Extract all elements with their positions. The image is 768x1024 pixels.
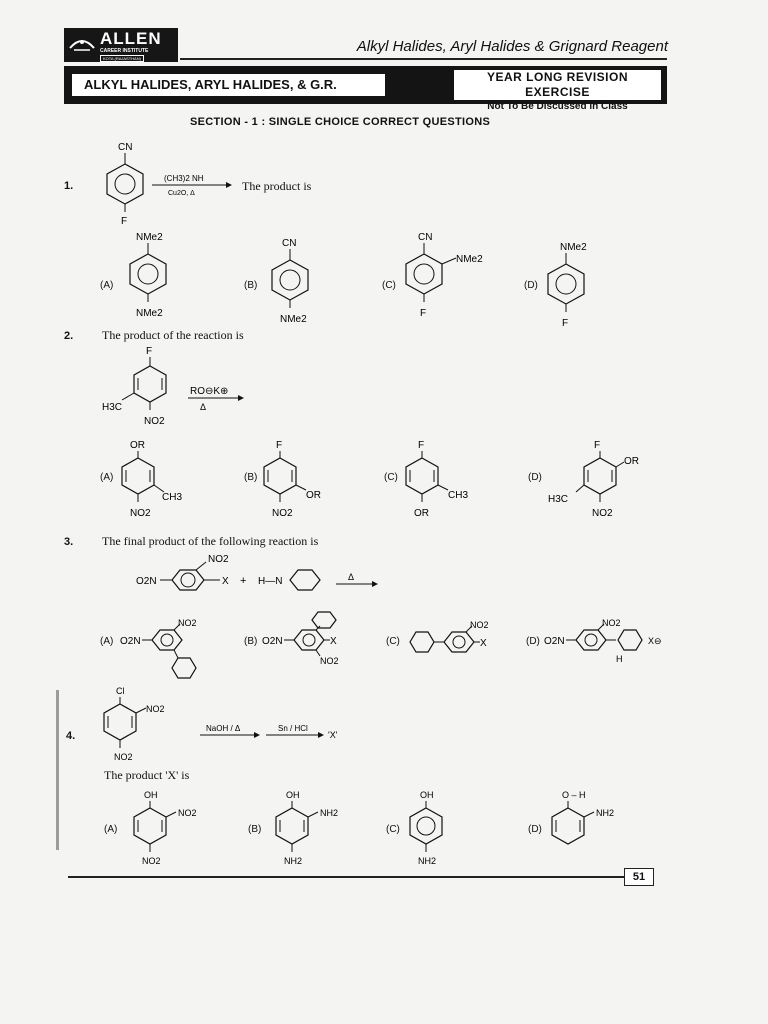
q3-a-left: O2N <box>120 636 141 647</box>
banner-exercise-box <box>454 70 661 112</box>
logo-brand: ALLEN <box>100 29 162 48</box>
q3-option-d-label[interactable]: (D) <box>526 636 540 647</box>
q3-d-top: NO2 <box>602 618 621 628</box>
q1-option-a-label[interactable]: (A) <box>100 280 114 291</box>
q1-c-top: CN <box>418 232 433 243</box>
q1-option-d-label[interactable]: (D) <box>524 280 538 291</box>
q2-d-bottom: NO2 <box>592 508 613 519</box>
q2-b-side: OR <box>306 490 321 501</box>
q4-d-side: NH2 <box>596 808 615 818</box>
q3-reactant-right: X <box>222 576 229 587</box>
question-number-2: 2. <box>64 330 74 342</box>
q1-reagent-top: (CH3)2 NH <box>164 174 204 183</box>
q4-option-d-label[interactable]: (D) <box>528 824 542 835</box>
q2-d-top: F <box>594 440 601 451</box>
q4-a-side: NO2 <box>178 808 197 818</box>
q2-a-bottom: NO2 <box>130 508 151 519</box>
section-title: SECTION - 1 : SINGLE CHOICE CORRECT QUESTIONS <box>190 116 491 128</box>
q1-option-c-label[interactable]: (C) <box>382 280 396 291</box>
q3-option-a-label[interactable]: (A) <box>100 636 114 647</box>
q1-c-bottom: F <box>420 308 427 319</box>
q4-text: The product 'X' is <box>104 768 190 782</box>
q2-option-c-label[interactable]: (C) <box>384 472 398 483</box>
q1-b-top: CN <box>282 238 297 249</box>
q4-c-top: OH <box>420 790 434 800</box>
q2-reactant-left: H3C <box>102 402 123 413</box>
q2-option-a-structure[interactable] <box>110 436 200 522</box>
q2-reaction-arrow <box>186 380 246 414</box>
q2-option-b-label[interactable]: (B) <box>244 472 258 483</box>
q3-plus: + <box>240 575 247 587</box>
q3-reagent-top: Δ <box>348 572 355 582</box>
q1-reactant-bottom: F <box>121 216 128 227</box>
q3-a-top: NO2 <box>178 618 197 628</box>
q3-c-right: X <box>480 638 487 649</box>
q1-option-d-structure[interactable] <box>540 238 600 332</box>
q2-reagent-bottom: Δ <box>200 402 207 412</box>
q1-a-top: NMe2 <box>136 232 163 243</box>
q3-reactant-top: NO2 <box>208 554 229 565</box>
q3-d-charge: X⊖ <box>648 636 662 646</box>
q4-product: 'X' <box>328 730 338 740</box>
header-rule <box>180 58 667 60</box>
q1-reactant-top: CN <box>118 142 133 153</box>
q4-a-top: OH <box>144 790 158 800</box>
q1-text: The product is <box>242 179 312 193</box>
q4-option-a-structure[interactable] <box>124 788 214 868</box>
q4-c-bottom: NH2 <box>418 856 437 866</box>
q4-reactant-top: Cl <box>116 686 125 696</box>
q3-option-c-label[interactable]: (C) <box>386 636 400 647</box>
q4-option-b-structure[interactable] <box>266 788 356 868</box>
q2-d-left: H3C <box>548 494 569 505</box>
q2-option-a-label[interactable]: (A) <box>100 472 114 483</box>
q3-b-left: O2N <box>262 636 283 647</box>
q2-option-b-structure[interactable] <box>256 436 352 522</box>
allen-logo <box>64 28 178 62</box>
q2-option-c-structure[interactable] <box>398 436 488 522</box>
logo-emblem-icon <box>68 32 96 56</box>
q2-text: The product of the reaction is <box>102 328 244 342</box>
q3-amine: H—N <box>258 576 283 587</box>
question-number-1: 1. <box>64 180 74 192</box>
q1-d-top: NMe2 <box>560 242 587 253</box>
q1-reagent-bottom: Cu2O, Δ <box>168 190 195 197</box>
q2-reactant-structure <box>100 342 190 432</box>
q2-option-d-structure[interactable] <box>546 436 650 522</box>
q3-text: The final product of the following reaction is <box>102 534 319 548</box>
q3-c-top: NO2 <box>470 620 489 630</box>
q3-reactant-left: O2N <box>136 576 157 587</box>
banner-topic: ALKYL HALIDES, ARYL HALIDES, & G.R. <box>72 74 385 96</box>
q3-d-h: H <box>616 654 623 664</box>
q4-option-c-structure[interactable] <box>402 788 462 868</box>
side-copyright-strip <box>52 690 64 850</box>
q1-reaction-arrow <box>150 172 234 198</box>
q3-d-left: O2N <box>544 636 565 647</box>
q2-reactant-bottom: NO2 <box>144 416 165 427</box>
q4-step2: Sn / HCl <box>278 724 308 733</box>
question-number-4: 4. <box>66 730 76 742</box>
q1-option-a-structure[interactable] <box>112 228 182 322</box>
q1-c-side: NMe2 <box>456 254 483 265</box>
q4-b-side: NH2 <box>320 808 339 818</box>
footer-rule <box>68 876 624 878</box>
q4-a-bottom: NO2 <box>142 856 161 866</box>
page-number: 51 <box>624 868 654 886</box>
q1-option-b-label[interactable]: (B) <box>244 280 258 291</box>
banner-exercise-title: YEAR LONG REVISION EXERCISE <box>486 70 629 99</box>
q2-a-side: CH3 <box>162 492 183 503</box>
logo-subtitle: CAREER INSTITUTE <box>100 48 149 54</box>
q4-option-b-label[interactable]: (B) <box>248 824 262 835</box>
q2-b-bottom: NO2 <box>272 508 293 519</box>
q1-reactant-structure <box>96 138 156 230</box>
q4-reaction-arrows <box>198 722 358 742</box>
question-number-3: 3. <box>64 536 74 548</box>
q2-c-top: F <box>418 440 425 451</box>
q3-b-bottom: NO2 <box>320 656 339 666</box>
q1-a-bottom: NMe2 <box>136 308 163 319</box>
q3-option-b-structure[interactable] <box>262 604 372 668</box>
q2-option-d-label[interactable]: (D) <box>528 472 542 483</box>
q4-option-a-label[interactable]: (A) <box>104 824 118 835</box>
q3-b-right: X <box>330 636 337 647</box>
q1-b-bottom: NMe2 <box>280 314 307 325</box>
q2-c-side: CH3 <box>448 490 469 501</box>
q4-b-bottom: NH2 <box>284 856 303 866</box>
q2-c-bottom: OR <box>414 508 429 519</box>
q4-option-c-label[interactable]: (C) <box>386 824 400 835</box>
q3-option-d-structure[interactable] <box>544 616 668 672</box>
q3-reaction-scheme <box>136 548 396 598</box>
q4-d-top: O – H <box>562 790 586 800</box>
q3-option-a-structure[interactable] <box>120 616 230 680</box>
q2-reagent-top: RO⊖K⊕ <box>190 386 229 397</box>
q2-a-top: OR <box>130 440 145 451</box>
q2-d-side: OR <box>624 456 639 467</box>
logo-city: KOTA (RAJASTHAN) <box>100 55 144 62</box>
q2-reactant-top: F <box>146 346 153 357</box>
chapter-title: Alkyl Halides, Aryl Halides & Grignard Reagent <box>356 38 668 55</box>
q3-option-c-structure[interactable] <box>406 616 516 666</box>
q4-reactant-structure <box>96 684 176 764</box>
q4-option-d-structure[interactable] <box>544 788 634 858</box>
q2-b-top: F <box>276 440 283 451</box>
title-banner <box>64 66 667 112</box>
q4-step1: NaOH / Δ <box>206 724 241 733</box>
q1-option-b-structure[interactable] <box>258 234 328 328</box>
q4-b-top: OH <box>286 790 300 800</box>
q4-reactant-side: NO2 <box>146 704 165 714</box>
q1-option-c-structure[interactable] <box>398 228 498 322</box>
q3-option-b-label[interactable]: (B) <box>244 636 258 647</box>
q4-reactant-bottom: NO2 <box>114 752 133 762</box>
q1-d-bottom: F <box>562 318 569 329</box>
banner-exercise-note: Not To Be Discussed in Class <box>487 101 628 112</box>
